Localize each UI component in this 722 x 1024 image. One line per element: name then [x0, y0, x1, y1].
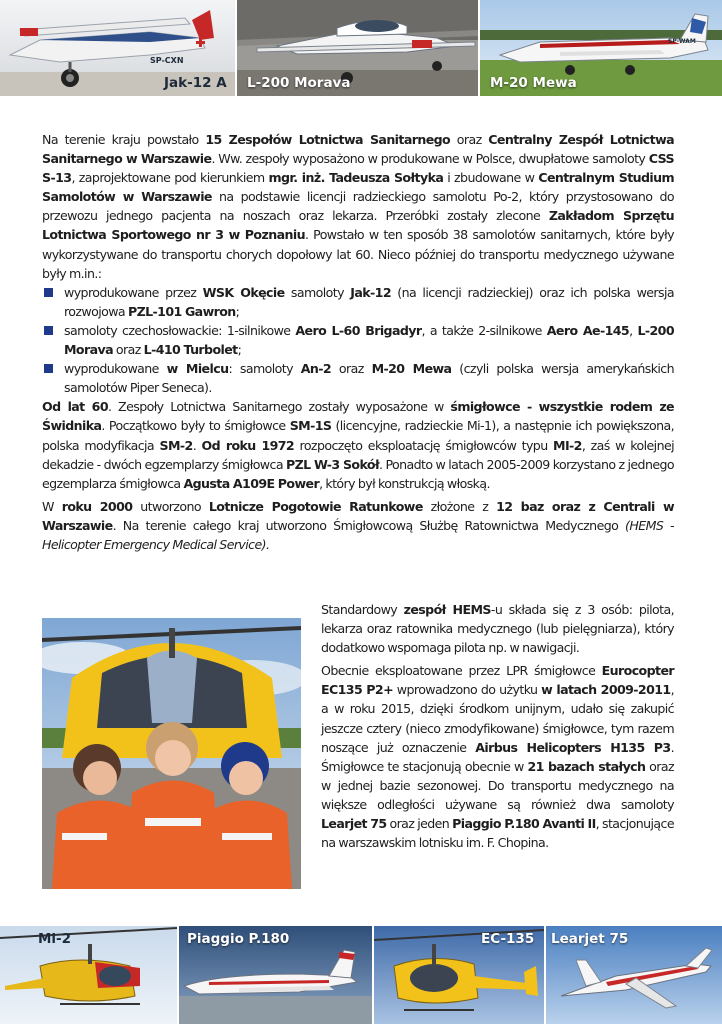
text-run: . Początkowo były to śmigłowce — [101, 418, 290, 434]
text-run: utworzono — [132, 498, 209, 514]
bold-run: śmigłowce - wszystkie rodem ze Świdnika — [42, 399, 674, 434]
photo-caption-m-20-mewa: M-20 Mewa — [490, 75, 577, 91]
bold-run: SM-2 — [159, 437, 193, 453]
list-item — [42, 359, 674, 397]
paragraph-helicopters — [42, 397, 674, 492]
text-run: (licencyjne, radzieckie Mi-1), a następnie ich powiększona, polska modyfikacja — [42, 418, 675, 453]
italic-run: (HEMS - Helicopter Emergency Medical Service). — [42, 517, 674, 552]
text-run: . Śmigłowce te stacjonują obecnie w — [321, 739, 674, 774]
bold-run: zespół HEMS — [403, 602, 491, 617]
bold-run: Piaggio P.180 Avanti II — [452, 816, 596, 832]
list-item — [42, 321, 674, 359]
bold-run: Agusta A109E Power — [183, 475, 320, 491]
bold-run: roku 2000 — [61, 498, 133, 514]
bold-run: WSK Okęcie — [202, 284, 285, 300]
text-run: ; — [237, 342, 242, 358]
text-run: , zaś w kolejnej dekadzie - dwóch egzemplarzy śmigłowca — [42, 437, 675, 472]
photo-caption-learjet-75: Learjet 75 — [551, 931, 629, 947]
text-run: , zaprojektowane pod kierunkiem — [71, 170, 269, 186]
photo-caption-l-200-morava: L-200 Morava — [247, 75, 351, 91]
text-run: oraz w jednej bazie sezonowej. Do transportu medycznego na większe odległości używane są również dwa samoloty — [321, 758, 674, 812]
bold-run: Aero Ae-145 — [546, 322, 630, 338]
bold-run: MI-2 — [553, 437, 582, 453]
text-run: (na licencji radzieckiej) oraz ich polska wersja rozwojowa — [64, 284, 674, 319]
text-run: , — [629, 322, 638, 338]
aircraft-list — [42, 283, 674, 398]
text-run: , a w roku 2015, dzięki środkom unijnym, udało się zakupić jeszcze cztery (nieco zmodyfikowane) śmigłowce, tym razem noszące już oznaczenie — [321, 682, 674, 755]
list-item — [42, 283, 674, 321]
text-run: . Ww. zespoły wyposażono w produkowane w Polsce, dwupłatowe samoloty — [211, 151, 649, 167]
text-run: Standardowy — [321, 602, 404, 617]
bold-run: Centralnym Studium Samolotów w Warszawie — [42, 170, 674, 205]
bold-run: L-410 Turbolet — [143, 342, 238, 358]
text-run: rozpoczęto eksploatację śmigłowców typu — [294, 437, 554, 453]
paragraph-lpr — [42, 497, 674, 554]
bold-run: SM-1S — [289, 418, 332, 434]
text-run: W — [42, 498, 62, 514]
photo-caption-mi-2: Mi-2 — [38, 931, 72, 947]
text-run: -u składa się z 3 osób: pilota, lekarza oraz ratownika medycznego (lub pielęgniarza), który dodatkowo wspomaga pilota np. w nawigacji. — [321, 602, 674, 656]
text-run: , który był konstrukcją włoską. — [319, 475, 490, 491]
bold-run: w latach 2009-2011 — [541, 682, 671, 698]
bold-run: 15 Zespołów Lotnictwa Sanitarnego — [205, 132, 451, 147]
text-run: Obecnie eksploatowane przez LPR śmigłowce — [321, 663, 602, 679]
bold-run: Centralny Zespół Lotnictwa Sanitarnego w Warszawie — [42, 132, 675, 167]
bold-run: PZL-101 Gawron — [127, 303, 236, 319]
text-run: . Ponadto w latach 2005-2009 korzystano z jednego egzemplarza śmigłowca — [42, 456, 674, 491]
paragraph-hems-team — [321, 600, 674, 657]
text-run: samoloty czechosłowackie: 1-silnikowe — [64, 322, 296, 338]
bold-run: Lotnicze Pogotowie Ratunkowe — [208, 498, 423, 514]
text-run: . Powstało w ten sposób 38 samolotów sanitarnych, które były wykorzystywane do transportu chorych dopołowy lat 60. Nieco później do transportu medycznego używane były m.in.: — [42, 227, 674, 281]
text-run: wyprodukowane przez — [64, 284, 203, 300]
bold-run: L-200 Morava — [64, 322, 674, 358]
text-run: . Zespoły Lotnictwa Sanitarnego zostały wyposażone w — [107, 399, 451, 415]
text-run: złożone z — [422, 498, 497, 514]
bold-run: Learjet 75 — [321, 816, 387, 832]
hems-column — [321, 600, 674, 852]
text-run: , a także 2-silnikowe — [421, 322, 547, 338]
text-run: oraz — [450, 132, 489, 147]
bold-run: Jak-12 — [350, 284, 391, 300]
bold-run: mgr. inż. Tadeusza Sołtyka — [268, 170, 444, 186]
bold-run: Airbus Helicopters H135 P3 — [475, 739, 671, 755]
aircraft-registration: SP-CXN — [150, 56, 184, 65]
photo-mi-2 — [0, 926, 177, 1024]
bold-run: Zakładom Sprzętu Lotnictwa Sportowego nr 3 w Poznaniu — [42, 208, 674, 243]
bold-run: M-20 Mewa — [371, 361, 452, 377]
text-run: (czyli polska wersja amerykańskich samolotów Piper Seneca). — [64, 361, 675, 396]
bold-run: PZL W-3 Sokół — [286, 456, 380, 472]
text-run: na podstawie licencji radzieckiego samolotu Po-2, który przystosowano do przewozu jednego pacjenta na noszach oraz lekarza. Przeróbki zostały zlecone — [42, 189, 674, 224]
text-run: i zbudowane w — [443, 170, 539, 186]
text-run: wprowadzono do użytku — [393, 682, 542, 698]
photo-caption-ec-135: EC-135 — [481, 931, 535, 947]
paragraph-fleet — [321, 661, 674, 852]
bold-run: CSS S-13 — [42, 151, 675, 186]
bold-run: 12 baz oraz z Centrali w Warszawie — [42, 498, 675, 533]
text-run: wyprodukowane — [64, 361, 167, 377]
bold-run: Aero L-60 Brigadyr — [295, 322, 422, 338]
article-body — [42, 130, 674, 554]
photo-caption-jak-12a: Jak-12 A — [164, 75, 227, 91]
photo-hems-crew — [42, 618, 301, 889]
aircraft-registration: SP-WAM — [668, 38, 696, 45]
bold-run: 21 bazach stałych — [527, 758, 646, 774]
text-run: ; — [235, 303, 240, 319]
bold-run: An-2 — [300, 361, 332, 377]
bold-run: Od roku 1972 — [201, 437, 295, 453]
bold-run: Od lat 60 — [42, 399, 108, 415]
text-run: oraz — [113, 342, 144, 358]
text-run: oraz jeden — [386, 816, 453, 832]
text-run: , stacjonujące na warszawskim lotnisku im. F. Chopina. — [321, 816, 674, 851]
bold-run: Eurocopter EC135 P2+ — [321, 663, 674, 698]
text-run: . — [192, 437, 202, 453]
bold-run: w Mielcu — [166, 361, 229, 377]
text-run: Na terenie kraju powstało — [42, 132, 206, 147]
photo-caption-piaggio-p180: Piaggio P.180 — [187, 931, 290, 947]
text-run: samoloty — [284, 284, 351, 300]
text-run: . Na terenie całego kraj utworzono Śmigłowcową Służbę Ratownictwa Medycznego — [112, 517, 626, 533]
text-run: oraz — [331, 361, 372, 377]
paragraph-intro — [42, 130, 674, 283]
text-run: : samoloty — [228, 361, 301, 377]
